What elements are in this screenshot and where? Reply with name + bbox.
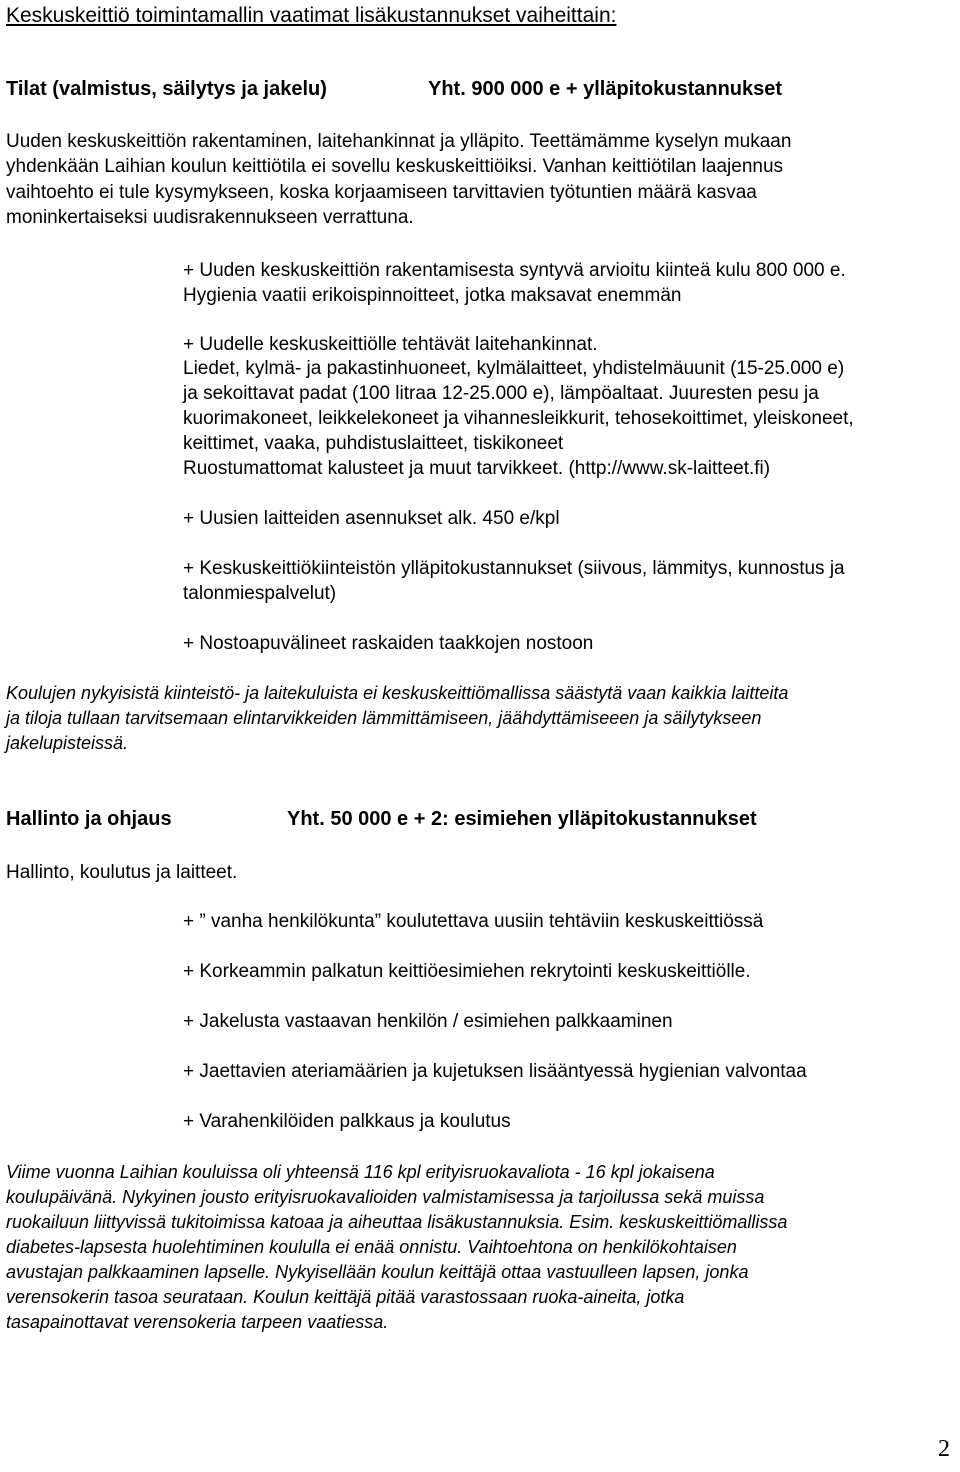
section-heading-tilat: Tilat (valmistus, säilytys ja jakelu) — [6, 78, 327, 100]
note-line: koulupäivänä. Nykyinen jousto erityisruokavalioiden valmistamisessa ja tarjoilussa sekä muissa — [6, 1187, 765, 1207]
section-total-tilat: Yht. 900 000 e + ylläpitokustannukset — [428, 78, 783, 100]
cost-item: + Uusien laitteiden asennukset alk. 450 e/kpl — [183, 508, 560, 529]
list-item: + Jakelusta vastaavan henkilön / esimiehen palkkaaminen — [183, 1011, 673, 1032]
cost-item-detail: kuorimakoneet, leikkelekoneet ja vihannesleikkurit, tehosekoittimet, yleiskoneet, — [183, 408, 854, 429]
cost-item-detail: talonmiespalvelut) — [183, 583, 337, 604]
note-line: Viime vuonna Laihian kouluissa oli yhteensä 116 kpl erityisruokavaliota - 16 kpl jokaisena — [6, 1162, 715, 1182]
note-line: ja tiloja tullaan tarvitsemaan elintarvikkeiden lämmittämiseen, jäähdyttämiseeen ja säilytykseen — [6, 708, 762, 728]
cost-item-detail: ja sekoittavat padat (100 litraa 12-25.000 e), lämpöaltaat. Juuresten pesu ja — [183, 383, 819, 404]
list-item: + Jaettavien ateriamäärien ja kujetuksen lisääntyessä hygienian valvontaa — [183, 1061, 807, 1082]
paragraph-line: Uuden keskuskeittiön rakentaminen, laitehankinnat ja ylläpito. Teettämämme kyselyn mukaan — [6, 131, 792, 152]
cost-item-detail: keittimet, vaaka, puhdistuslaitteet, tiskikoneet — [183, 433, 564, 454]
list-item: + Varahenkilöiden palkkaus ja koulutus — [183, 1111, 511, 1132]
paragraph-line: yhdenkään Laihian koulun keittiötila ei sovellu keskuskeittiöiksi. Vanhan keittiötilan laajennus — [6, 156, 784, 177]
note-line: diabetes-lapsesta huolehtiminen koululla ei enää onnistu. Vaihtoehtona on henkilökohtaisen — [6, 1237, 737, 1257]
section-total-hallinto: Yht. 50 000 e + 2: esimiehen ylläpitokustannukset — [287, 808, 757, 830]
cost-item: + Uuden keskuskeittiön rakentamisesta syntyvä arvioitu kiinteä kulu 800 000 e. — [183, 260, 846, 281]
note-line: jakelupisteissä. — [6, 733, 129, 753]
cost-item-detail: Liedet, kylmä- ja pakastinhuoneet, kylmälaitteet, yhdistelmäuunit (15-25.000 e) — [183, 358, 845, 379]
cost-item: + Keskuskeittiökiinteistön ylläpitokustannukset (siivous, lämmitys, kunnostus ja — [183, 558, 845, 579]
list-item: + ” vanha henkilökunta” koulutettava uusiin tehtäviin keskuskeittiössä — [183, 911, 764, 932]
note-line: avustajan palkkaaminen lapselle. Nykyisellään koulun keittäjä ottaa vastuulleen lapsen, jonka — [6, 1262, 749, 1282]
note-line: ruokailuun liittyvissä tukitoimissa katoaa ja aiheuttaa lisäkustannuksia. Esim. keskuskeittiömallissa — [6, 1212, 788, 1232]
cost-item: + Uudelle keskuskeittiölle tehtävät laitehankinnat. — [183, 334, 598, 355]
note-line: Koulujen nykyisistä kiinteistö- ja laitekuluista ei keskuskeittiömallissa säästytä vaan kaikkia laitteita — [6, 683, 789, 703]
paragraph-line: moninkertaiseksi uudisrakennukseen verrattuna. — [6, 207, 414, 228]
section-heading-hallinto: Hallinto ja ohjaus — [6, 808, 172, 830]
paragraph-line: Hallinto, koulutus ja laitteet. — [6, 862, 238, 883]
cost-item: + Nostoapuvälineet raskaiden taakkojen nostoon — [183, 633, 594, 654]
page-title: Keskuskeittiö toimintamallin vaatimat lisäkustannukset vaiheittain: — [6, 4, 617, 27]
note-line: verensokerin tasoa seurataan. Koulun keittäjä pitää varastossaan ruoka-aineita, jotka — [6, 1287, 685, 1307]
list-item: + Korkeammin palkatun keittiöesimiehen rekrytointi keskuskeittiölle. — [183, 961, 751, 982]
note-line: tasapainottavat verensokeria tarpeen vaatiessa. — [6, 1312, 389, 1332]
paragraph-line: vaihtoehto ei tule kysymykseen, koska korjaamiseen tarvittavien työtuntien määrä kasvaa — [6, 182, 757, 203]
page-number: 2 — [938, 1436, 950, 1462]
cost-item-detail: Ruostumattomat kalusteet ja muut tarvikkeet. (http://www.sk-laitteet.fi) — [183, 458, 771, 479]
cost-item-detail: Hygienia vaatii erikoispinnoitteet, jotka maksavat enemmän — [183, 285, 682, 306]
